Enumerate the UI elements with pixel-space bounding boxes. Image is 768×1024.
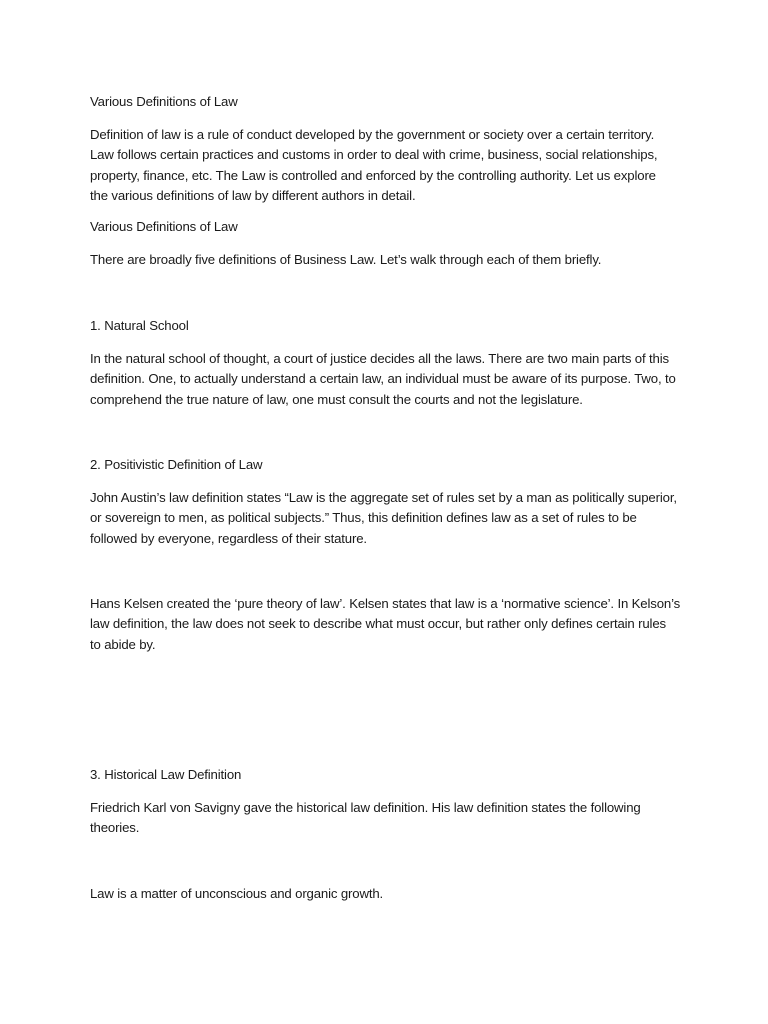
overview-paragraph [90, 250, 690, 270]
text-line: to abide by. [90, 636, 156, 652]
text-line: Friedrich Karl von Savigny gave the historical law definition. His law definition states the following [90, 800, 641, 815]
page-title [90, 92, 690, 112]
text-line: There are broadly five definitions of Business Law. Let’s walk through each of them briefly. [90, 252, 602, 267]
text-line: or sovereign to men, as political subjects.” Thus, this definition defines law as a set of rules to be [90, 510, 637, 526]
natural-school-paragraph [90, 349, 690, 410]
text-line: In the natural school of thought, a court of justice decides all the laws. There are two main parts of this [90, 351, 669, 366]
organic-growth-paragraph [90, 884, 690, 904]
text-line: followed by everyone, regardless of their stature. [90, 530, 367, 546]
section-heading [90, 217, 690, 237]
text-line: John Austin’s law definition states “Law is the aggregate set of rules set by a man as politically superior, [90, 490, 677, 505]
text-line: Definition of law is a rule of conduct developed by the government or society over a certain territory. [90, 127, 655, 142]
text-line: theories. [90, 820, 140, 836]
text-line: law definition, the law does not seek to describe what must occur, but rather only defines certain rules [90, 616, 666, 632]
text-line: Various Definitions of Law [90, 94, 238, 109]
savigny-paragraph [90, 798, 690, 839]
text-line: Law follows certain practices and customs in order to deal with crime, business, social relationships, [90, 147, 658, 163]
text-line: 2. Positivistic Definition of Law [90, 457, 263, 472]
text-line: Various Definitions of Law [90, 219, 238, 234]
text-line: 1. Natural School [90, 318, 189, 333]
austin-paragraph [90, 488, 690, 549]
text-line: the various definitions of law by different authors in detail. [90, 188, 416, 204]
positivistic-heading [90, 455, 690, 475]
text-line: 3. Historical Law Definition [90, 767, 242, 782]
kelsen-paragraph [90, 594, 690, 655]
text-line: property, finance, etc. The Law is controlled and enforced by the controlling authority. Let us explore [90, 167, 656, 183]
intro-paragraph [90, 125, 690, 207]
text-line: comprehend the true nature of law, one must consult the courts and not the legislature. [90, 391, 583, 407]
text-line: Hans Kelsen created the ‘pure theory of law’. Kelsen states that law is a ‘normative science’. In Kelson’s [90, 596, 681, 611]
natural-school-heading [90, 316, 690, 336]
text-line: definition. One, to actually understand a certain law, an individual must be aware of its purpose. Two, to [90, 371, 676, 387]
historical-heading [90, 765, 690, 785]
text-line: Law is a matter of unconscious and organic growth. [90, 886, 384, 901]
